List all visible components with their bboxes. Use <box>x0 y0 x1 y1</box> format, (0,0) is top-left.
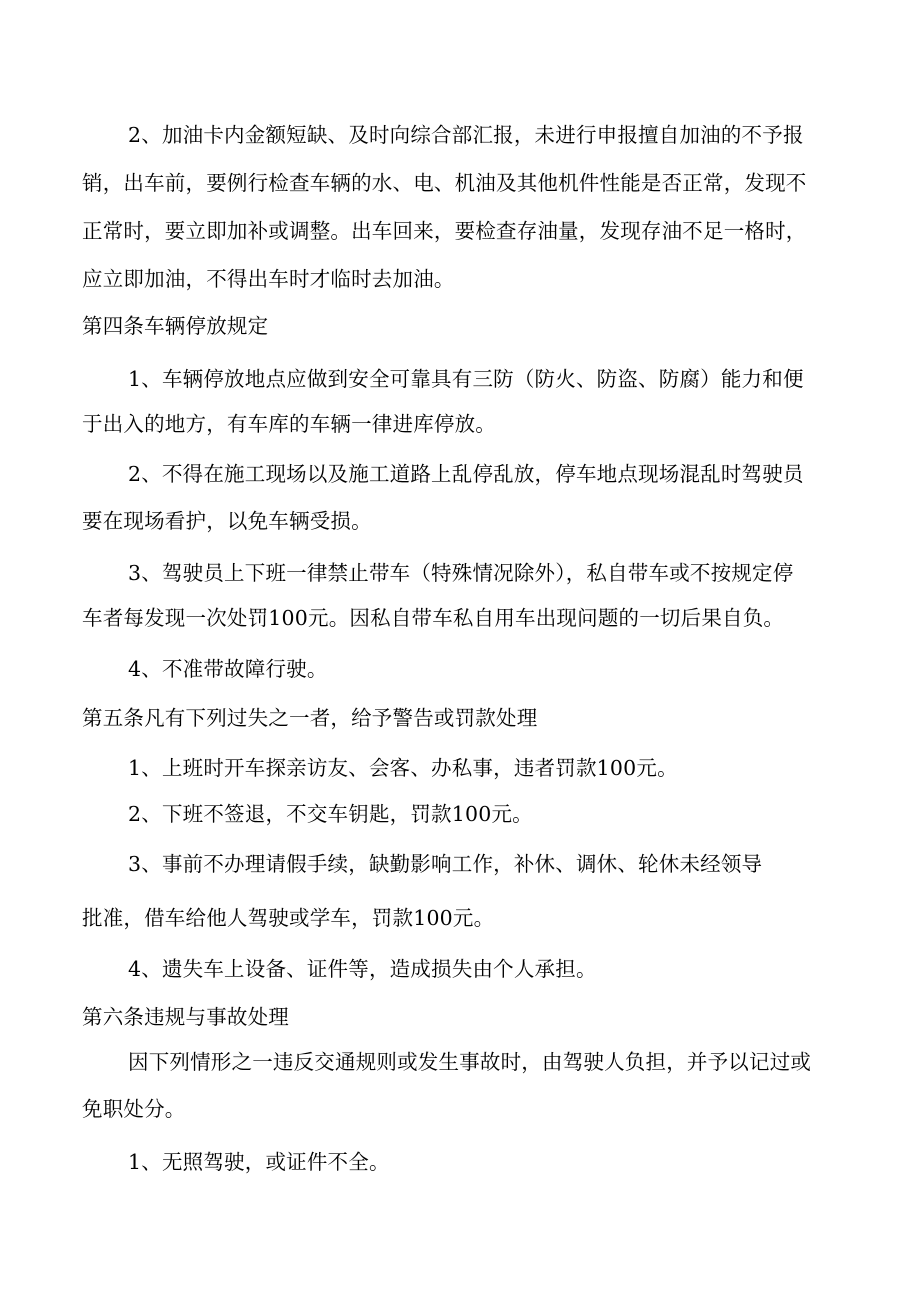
paragraph-line: 3、驾驶员上下班一律禁止带车（特殊情况除外），私自带车或不按规定停 <box>128 561 794 585</box>
paragraph-line: 销，出车前，要例行检查车辆的水、电、机油及其他机件性能是否正常，发现不 <box>82 171 807 195</box>
section-heading: 第五条凡有下列过失之一者，给予警告或罚款处理 <box>82 706 538 730</box>
paragraph-line: 要在现场看护，以免车辆受损。 <box>82 509 372 533</box>
paragraph-line: 1、无照驾驶，或证件不全。 <box>128 1150 390 1174</box>
paragraph-line: 因下列情形之一违反交通规则或发生事故时，由驾驶人负担，并予以记过或 <box>128 1050 812 1074</box>
paragraph-line: 2、不得在施工现场以及施工道路上乱停乱放，停车地点现场混乱时驾驶员 <box>128 462 804 486</box>
paragraph-line: 2、加油卡内金额短缺、及时向综合部汇报，未进行申报擅自加油的不予报 <box>128 123 804 147</box>
paragraph-line: 2、下班不签退，不交车钥匙，罚款100元。 <box>128 802 533 826</box>
paragraph-line: 1、上班时开车探亲访友、会客、办私事，违者罚款100元。 <box>128 756 678 780</box>
paragraph-line: 3、事前不办理请假手续，缺勤影响工作，补休、调休、轮休未经领导 <box>128 852 763 876</box>
paragraph-line: 1、车辆停放地点应做到安全可靠具有三防（防火、防盗、防腐）能力和便 <box>128 367 804 391</box>
paragraph-line: 正常时，要立即加补或调整。出车回来，要检查存油量，发现存油不足一格时， <box>82 219 807 243</box>
paragraph-line: 4、不准带故障行驶。 <box>128 657 328 681</box>
section-heading: 第六条违规与事故处理 <box>82 1005 289 1029</box>
section-heading: 第四条车辆停放规定 <box>82 314 269 338</box>
paragraph-line: 于出入的地方，有车库的车辆一律进库停放。 <box>82 412 496 436</box>
paragraph-line: 4、遗失车上设备、证件等，造成损失由个人承担。 <box>128 957 597 981</box>
paragraph-line: 批准，借车给他人驾驶或学车，罚款100元。 <box>82 906 495 930</box>
paragraph-line: 车者每发现一次处罚100元。因私自带车私自用车出现问题的一切后果自负。 <box>82 606 785 630</box>
paragraph-line: 免职处分。 <box>82 1097 186 1121</box>
paragraph-line: 应立即加油，不得出车时才临时去加油。 <box>82 267 455 291</box>
